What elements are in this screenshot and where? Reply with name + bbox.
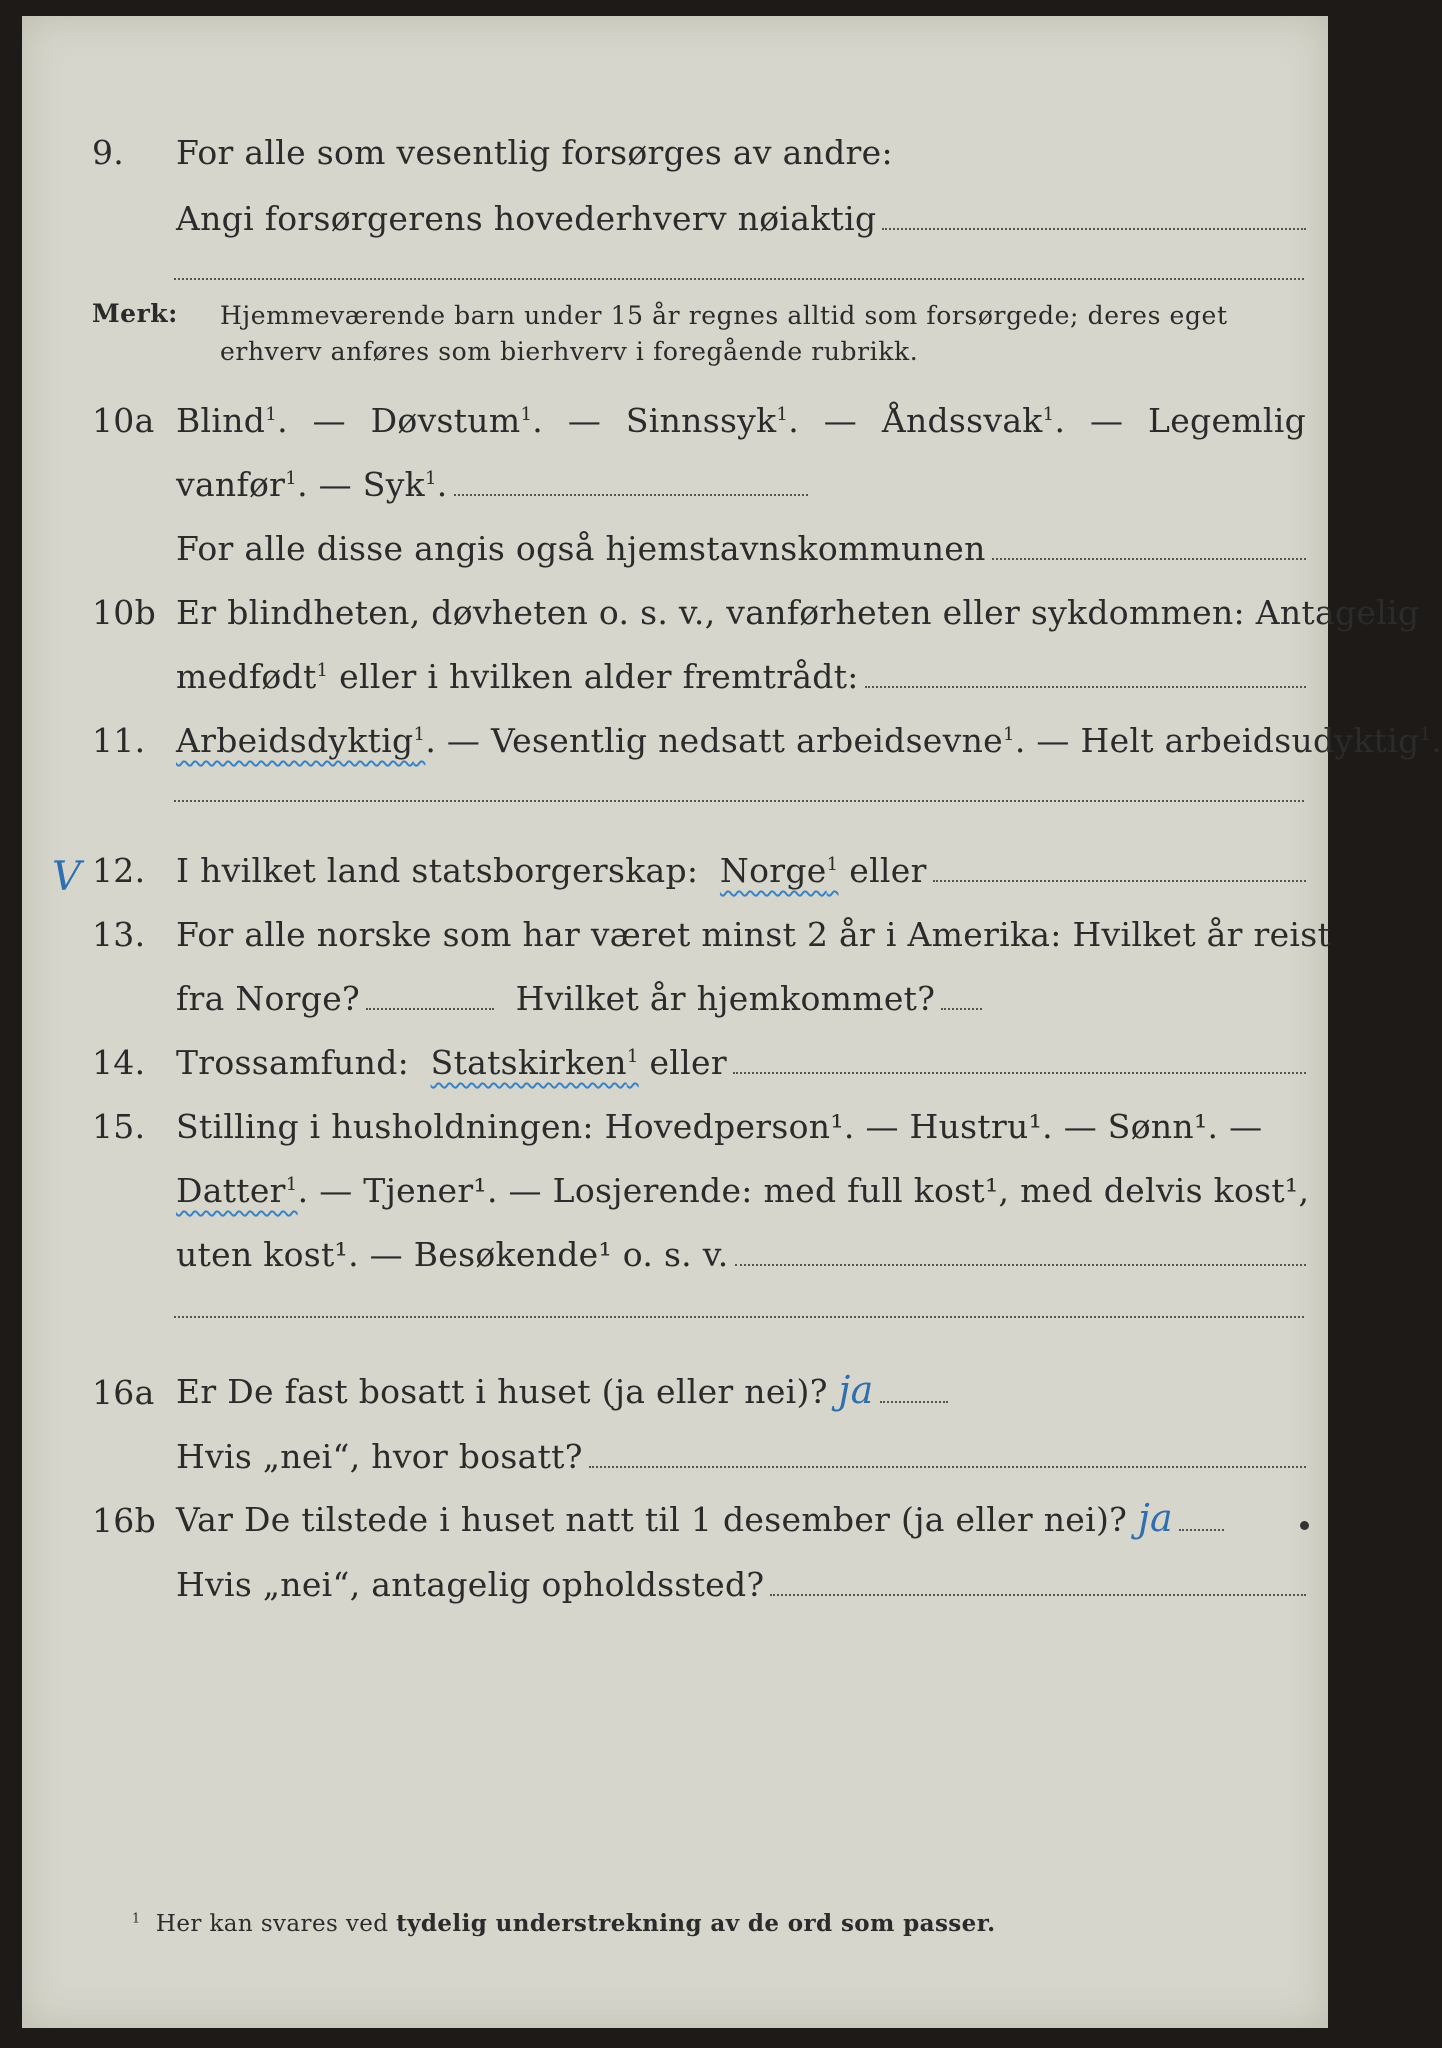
q9-number: 9. (92, 133, 125, 172)
q16b-prompt: Var De tilstede i huset natt til 1 desember (ja eller nei)? (176, 1500, 1128, 1539)
q9-prompt: Angi forsørgerens hovederhverv nøiaktig (176, 199, 877, 238)
q12-eller: eller (849, 851, 927, 890)
q10a-line1 (22, 384, 1328, 444)
q12-answer-field[interactable] (933, 879, 1306, 882)
footnote-mark: 1 (132, 1910, 141, 1926)
q15-line1 (22, 1090, 1328, 1150)
q16b-line1 (22, 1484, 1328, 1544)
q10a-vanfor: vanfør$^1$. (176, 465, 308, 504)
q15-line2: Datter$^1$ . — Tjener¹. — Losjerende: med full kost¹, med delvis kost¹, (176, 1171, 1310, 1210)
footnote (132, 1910, 996, 1937)
footnote-bold-text: tydelig understrekning av de ord som passer. (396, 1910, 996, 1937)
merk-text: Hjemmeværende barn under 15 år regnes alltid som forsørgede; deres eget erhverv anføres som bierhverv i foregående rubrikk. (220, 301, 1228, 366)
q10a-syk: Syk$^1$. (362, 465, 448, 504)
q12-norge-selected[interactable]: Norge$^1$ (719, 851, 839, 890)
q10b-medfodt: medfødt$^1$ (176, 657, 329, 696)
q13-number: 13. (92, 915, 146, 954)
q16b-number: 16b (92, 1501, 157, 1540)
dash: — (318, 465, 352, 504)
q9-text: For alle som vesentlig forsørges av andre: (176, 133, 893, 172)
q11-option-3[interactable]: Helt arbeidsudyktig$^1$. (1080, 721, 1442, 760)
q13-text: For alle norske som har været minst 2 år i Amerika: Hvilket år reist (176, 915, 1332, 954)
q15-text-1: Stilling i husholdningen: Hovedperson¹. — Hustru¹. — Sønn¹. — (176, 1107, 1263, 1146)
q16a-bosatt-prompt: Hvis „nei“, hvor bosatt? (176, 1437, 583, 1476)
q10b-number: 10b (92, 593, 157, 632)
q15-line3 (22, 1218, 1328, 1278)
q11-arbeidsdyktig-selected[interactable]: Arbeidsdyktig$^1$ (176, 721, 426, 760)
check-mark: V (52, 854, 81, 900)
q16b-opphold-field[interactable] (770, 1593, 1306, 1596)
q16b-answer-field[interactable] (1179, 1528, 1224, 1531)
q10a-line3 (22, 512, 1328, 572)
q14-prompt: Trossamfund: (176, 1043, 410, 1082)
q14-line (22, 1026, 1328, 1086)
dash: — (446, 721, 481, 760)
footnote-text: Her kan svares ved (155, 1911, 389, 1937)
q10a-hjemstavn-prompt: For alle disse angis også hjemstavnskommunen (176, 529, 986, 568)
q12-line (22, 834, 1328, 894)
q10a-legemlig: Legemlig (1148, 401, 1307, 440)
q10a-dovstum: Døvstum$^1$. (370, 401, 544, 440)
q11-answer-field[interactable] (174, 800, 1304, 802)
q10a-hjemstavn-field[interactable] (992, 557, 1306, 560)
dash: — (1089, 401, 1124, 440)
q14-eller: eller (649, 1043, 727, 1082)
q12-prompt: I hvilket land statsborgerskap: (176, 851, 699, 890)
merk-label: Merk: (92, 299, 178, 328)
q13-line1 (22, 898, 1332, 958)
q16a-line1 (22, 1356, 1328, 1416)
q14-number: 14. (92, 1043, 146, 1082)
q15-text-3: uten kost¹. — Besøkende¹ o. s. v. (176, 1235, 729, 1274)
q10a-number: 10a (92, 401, 155, 440)
dash: — (823, 401, 858, 440)
q14-answer-field[interactable] (733, 1071, 1306, 1074)
q15-datter-selected[interactable]: Datter$^1$ (176, 1171, 298, 1210)
q10b-line2 (22, 640, 1328, 700)
q10b-answer-field[interactable] (865, 685, 1306, 688)
dash: — (567, 401, 602, 440)
q13-hjem-field[interactable] (941, 1007, 982, 1010)
q10a-sinnssyk: Sinnssyk$^1$. (625, 401, 800, 440)
q10a-blind: Blind$^1$. (176, 401, 288, 440)
q16b-opphold-prompt: Hvis „nei“, antagelig opholdssted? (176, 1565, 765, 1604)
q11-option-2[interactable]: Vesentlig nedsatt arbeidsevne$^1$. (491, 721, 1026, 760)
q15-answer-field[interactable] (735, 1263, 1306, 1266)
q12-number: 12. (92, 851, 146, 890)
q13-hjem-prompt: Hvilket år hjemkommet? (515, 979, 936, 1018)
q16b-answer[interactable]: ja (1137, 1496, 1173, 1540)
q9-answer-field[interactable] (882, 227, 1306, 230)
ink-dot (1300, 1521, 1309, 1530)
q14-statskirken-selected[interactable]: Statskirken$^1$ (430, 1043, 639, 1082)
q11-line: 11. Arbeidsdyktig$^1$ . — Vesentlig nedsatt arbeidsevne$^1$. — Helt arbeidsudyktig$^1$. (92, 721, 1442, 760)
q10a-andssvak: Åndssvak$^1$. (881, 401, 1066, 440)
q9-line1 (22, 116, 1328, 176)
q13-reist-prompt: fra Norge? (176, 979, 361, 1018)
q16a-prompt: Er De fast bosatt i huset (ja eller nei)? (176, 1372, 828, 1411)
q16a-answer-field[interactable] (880, 1400, 948, 1403)
q16a-bosatt-field[interactable] (589, 1465, 1306, 1468)
q10b-text: Er blindheten, døvheten o. s. v., vanførheten eller sykdommen: Antagelig (176, 593, 1420, 632)
q9-answer-field-2[interactable] (174, 278, 1304, 280)
dash: — (312, 401, 346, 440)
q11-number: 11. (92, 721, 146, 760)
q16b-line2 (22, 1548, 1328, 1608)
q16a-number: 16a (92, 1373, 155, 1412)
q15-text-2: — Tjener¹. — Losjerende: med full kost¹, med delvis kost¹, (319, 1171, 1310, 1210)
dash: — (1036, 721, 1070, 760)
q10a-line2 (22, 448, 1328, 508)
q13-reist-field[interactable] (366, 1007, 494, 1010)
q9-line2 (22, 182, 1328, 242)
q13-line2 (22, 962, 1328, 1022)
q10b-line1 (22, 576, 1420, 636)
q10a-answer-field[interactable] (454, 493, 808, 496)
q16a-line2 (22, 1420, 1328, 1480)
q10b-prompt: eller i hvilken alder fremtrådt: (339, 657, 859, 696)
q15-answer-field-2[interactable] (174, 1316, 1304, 1318)
census-form-page (22, 16, 1442, 2028)
q16a-answer[interactable]: ja (838, 1368, 874, 1412)
q15-number: 15. (92, 1107, 146, 1146)
